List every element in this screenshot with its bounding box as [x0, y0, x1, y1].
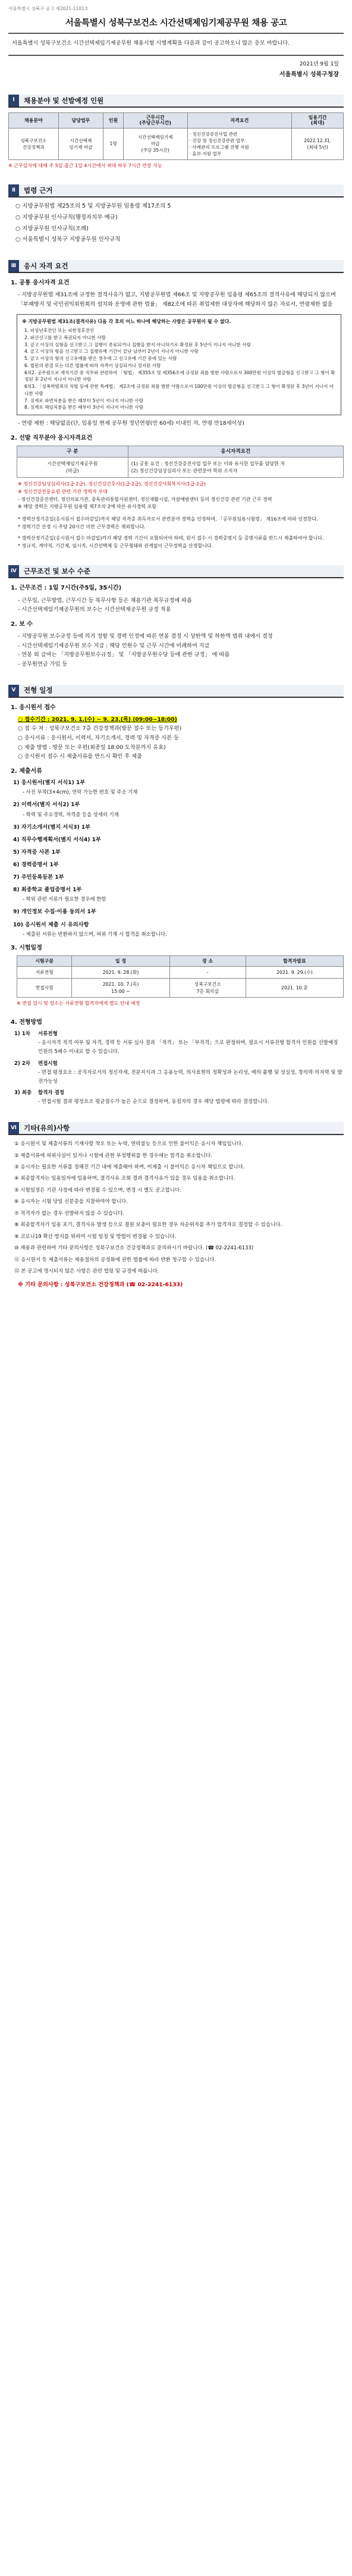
- list-item: 6. 법원의 판결 또는 다른 법률에 따라 자격이 상실되거나 정지된 사람: [24, 362, 161, 368]
- table-cell: 2022.12.31. (최대 5년): [292, 128, 344, 159]
- document-item: [8, 921, 344, 938]
- notice-number: 서울특별시 성북구 공고 제2021-1101호: [8, 6, 89, 11]
- stage-item: [14, 1060, 344, 1086]
- notice-page: [8, 6, 344, 1290]
- note-text: ⑧ 최종합격자가 임용 포기, 결격사유 발생 등으로 결원 보충이 필요한 경우 차순위자를 추가 합격자로 결정할 수 있습니다.: [14, 1222, 282, 1229]
- document-title: 10) 응시원서 제출 시 유의사항: [13, 921, 89, 928]
- note-item: [14, 1209, 344, 1218]
- work-conditions-list: [8, 596, 344, 615]
- document-item: [8, 873, 344, 881]
- note-item: [14, 1233, 344, 1241]
- table-cell: 2021. 9. 28.(화): [72, 967, 169, 979]
- career-notes-2: [8, 535, 344, 550]
- note-text: ③ 응시자는 필요한 서류를 정해진 기간 내에 제출해야 하며, 미제출 시 불이익은 응시자 책임으로 합니다.: [14, 1164, 245, 1171]
- intro-text: 서울특별시 성북구보건소 시간선택제임기제공무원 채용시험 시행계획을 다음과 같이 공고하오니 많은 응모 바랍니다.: [8, 33, 344, 56]
- list-item: 8. 징계로 해임처분을 받은 때부터 3년이 지나지 아니한 사람: [24, 405, 144, 410]
- note-text: ⑪ 응시원서 등 제출서류는 채용절차의 공정화에 관한 법률에 따라 반환 청구할 수 있습니다.: [14, 1256, 216, 1263]
- note-item: [14, 1244, 344, 1252]
- section-heading-notes: [8, 1122, 344, 1135]
- note-text: ④ 최종합격자는 임용일자에 임용하며, 결격사유 조회 결과 결격사유가 있을 경우 임용을 취소합니다.: [14, 1176, 235, 1182]
- list-item: ○ 응시원서 접수 시 제출서류를 반드시 확인 후 제출: [18, 753, 142, 760]
- stage-desc: - 응시자격 적격 여부 및 자격, 경력 등 서류 심사 결과 「적격」 또는 「부적격」으로 판정하며, 필요시 서류전형 합격자 인원을 선발예정 인원의 5배수 이내로 할 수 있습니다.: [38, 1040, 338, 1055]
- document-desc: - 학력 및 주요경력, 자격증 등을 상세히 기재: [23, 811, 119, 817]
- legal-basis-list: [8, 202, 344, 245]
- list-item: ○ 접 수 처 : 성북구보건소 7층 건강정책과(방문 접수 또는 등기우편): [18, 725, 182, 732]
- subsection-title: 1. 공통 응시자격 요건: [11, 280, 70, 287]
- section-heading-eligibility: [8, 260, 344, 273]
- table-note: ※ 근무일자에 대해 주 5일 출근 1일 4시간에서 최대 하루 7시간 연장 가능: [8, 162, 162, 168]
- section-title: 근무조건 및 보수 수준: [19, 565, 344, 577]
- stage-number: 3) 최종: [14, 1090, 32, 1096]
- section-number: Ⅰ: [8, 95, 19, 106]
- subsection-title: 4. 전형방법: [11, 1019, 42, 1026]
- table-cell: 시간선택제 임기제 마급: [58, 128, 103, 159]
- table-cell: (1) 공통 요건 : 정신건강증진사업 업무 또는 이와 유사한 업무를 담당한 자 (2) 정신건강임상심리사 또는 관련분야 학위 소지자: [128, 457, 343, 478]
- document-title: 7) 주민등록등본 1부: [13, 874, 64, 881]
- table-header: 인원: [103, 112, 124, 128]
- document-item: [8, 801, 344, 818]
- section-number: Ⅳ: [8, 565, 19, 577]
- document-title: 3) 자기소개서(별지 서식3) 1부: [13, 823, 91, 831]
- section-heading-conditions: [8, 565, 344, 578]
- list-item: * 정규직, 계약직, 기간제, 임시직, 시간선택제 등 근무형태와 관계없이 근무경력을 산정합니다.: [18, 543, 213, 549]
- table-header: 시험구분: [17, 956, 72, 967]
- table-header: 장 소: [169, 956, 246, 967]
- list-item: 3. 금고 이상의 실형을 선고받고 그 집행이 종료되거나 집행을 받지 아니하기로 확정된 후 5년이 지나지 아니한 사람: [24, 341, 251, 347]
- document-title: 5) 자격증 사본 1부: [13, 848, 61, 855]
- list-item: - 연봉 외 급여는 「지방공무원보수규정」 및 「지방공무원수당 등에 관한 규정」 에 따름: [18, 651, 230, 659]
- recruitment-table: [8, 112, 344, 160]
- note-text: ⑨ 코로나19 확산 방지를 위하여 시험 일정 및 방법이 변경될 수 있습니다.: [14, 1233, 177, 1240]
- subsection-title: 2. 제출서류: [11, 767, 42, 775]
- document-desc: - 사진 부착(3×4cm), 연락 가능한 번호 및 주소 기재: [23, 789, 138, 795]
- section-title: 전형 일정: [19, 685, 344, 697]
- documents-list: [8, 779, 344, 938]
- stage-item: [14, 1089, 344, 1107]
- list-item: - 시간선택제임기제공무원의 보수는 시간선택제공무원 규정 적용: [18, 606, 171, 613]
- document-title: 9) 개인정보 수집·이용 동의서 1부: [13, 908, 96, 916]
- list-item: - 근무일, 근무방법, 근무시간 등 복무사항 등은 채용기관 복무규정에 따름: [18, 597, 192, 604]
- list-item: 4. 금고 이상의 형을 선고받고 그 집행유예 기간이 끝난 날부터 2년이 지나지 아니한 사람: [24, 349, 199, 355]
- stage-desc: - 면접 평정요소 : 공직자로서의 정신자세, 전문지식과 그 응용능력, 의사표현의 정확성과 논리성, 예의·품행 및 성실성, 창의력·의지력 및 발전가능성: [38, 1069, 342, 1085]
- list-item: 2. 파산선고를 받고 복권되지 아니한 사람: [24, 334, 106, 340]
- table-header: 임용기간 (최대): [292, 112, 344, 128]
- salary-list: [8, 632, 344, 669]
- document-item: [8, 779, 344, 796]
- eligibility-common-text: - 지방공무원법 제31조에 규정한 결격사유가 없고, 지방공무원법 제66조 및 지방공무원 임용령 제65조의 결격사유에 해당되지 않으며 「부패방지 및 국민권익위원회의 설치와 운영에 관한 법률」 제82조에 따른 취업제한 대상자에 해당하지 않은 자로서, 연령제한 없음: [18, 292, 336, 308]
- list-item: ○ 서울특별시 성북구 지방공무원 인사규칙: [15, 236, 121, 243]
- section-heading-legal-basis: [8, 184, 344, 198]
- subsection-title: 2. 선발 직무분야 응시자격요건: [11, 434, 93, 441]
- stage-item: [14, 1030, 344, 1057]
- note-text: ② 제출서류에 허위사실이 있거나 시험에 관한 부정행위를 한 경우에는 합격을 취소합니다.: [14, 1152, 212, 1159]
- document-item: [8, 861, 344, 869]
- section-title: 응시 자격 요건: [19, 260, 344, 272]
- preference-note: ※ 정신건강전문요원 관련 기관 경력자 우대: [18, 488, 108, 494]
- stage-number: 1) 1차: [14, 1031, 30, 1038]
- subsection-title: 3. 시험일정: [11, 944, 42, 951]
- list-item: 7. 징계로 파면처분을 받은 때부터 5년이 지나지 아니한 사람: [24, 397, 144, 403]
- document-desc: - 제출된 서류는 반환하지 않으며, 허위 기재 시 합격을 취소합니다.: [23, 930, 167, 937]
- notice-date: 2021년 9월 1일: [299, 61, 339, 67]
- note-text: ⑫ 본 공고에 명시되지 않은 사항은 관련 법령 및 규정에 따릅니다.: [14, 1268, 159, 1274]
- document-item: [8, 823, 344, 831]
- section-number: Ⅵ: [8, 1122, 19, 1134]
- section-number: Ⅱ: [8, 184, 19, 196]
- list-item: 1. 피성년후견인 또는 피한정후견인: [24, 328, 95, 334]
- table-cell: 2021. 10.중: [246, 979, 343, 997]
- document-title: 4) 직무수행계획서(별지 서식4) 1부: [13, 836, 101, 843]
- section-number: Ⅴ: [8, 685, 19, 697]
- document-title: 8) 최종학교 졸업증명서 1부: [13, 886, 82, 894]
- note-item: [14, 1163, 344, 1171]
- stage-title: 합격자 결정: [38, 1090, 65, 1096]
- notes-list: [8, 1140, 344, 1276]
- contact-text: ※ 기타 문의사항 : 성북구보건소 건강정책과 (☎ 02-2241-6133): [18, 1281, 183, 1289]
- note-item: [14, 1267, 344, 1276]
- subsection-title: 1. 응시원서 접수: [11, 704, 56, 711]
- table-cell: 서류전형: [17, 967, 72, 979]
- list-item: ※ 해당 경력은 지방공무원 임용령 제7조의 2에 따른 유사경력 포함: [18, 504, 156, 510]
- stage-body: [38, 1060, 344, 1086]
- note-text: ⑤ 시험일정은 기관 사정에 따라 변경될 수 있으며, 변경 시 별도 공고합니다.: [14, 1187, 181, 1193]
- table-cell: 2021. 10. 7.(목) 15:00 ~: [72, 979, 169, 997]
- section-number: Ⅲ: [8, 260, 19, 272]
- subsection-title: 1. 근무조건 : 1일 7시간(주5일, 35시간): [11, 585, 122, 592]
- section-title: 법령 근거: [19, 184, 344, 196]
- list-item: - 시간선택제임기제공무원 보수 지급 : 해당 인원수 및 근무 시간에 비례하여 지급: [18, 642, 210, 649]
- disqualification-box: [17, 314, 341, 416]
- period-text: ○ 접수기간 : 2021. 9. 1.(수) ~ 9. 23.(목) (09:00~18:00): [18, 716, 177, 723]
- table-cell: 시간선택제임기제공무원 (마급): [17, 457, 128, 478]
- qualification-notes: [8, 496, 344, 512]
- table-header: 채용분야: [9, 112, 59, 128]
- document-item: [8, 886, 344, 903]
- table-row: [17, 979, 344, 997]
- note-text: ⑩ 채용과 관련하여 기타 문의사항은 성북구보건소 건강정책과로 문의하시기 바랍니다. (☎ 02-2241-6133): [14, 1245, 254, 1252]
- stage-number: 2) 2차: [14, 1060, 30, 1067]
- list-item: ○ 지방공무원법 제25조의 5 및 지방공무원 임용령 제17조의 5: [15, 203, 171, 210]
- subsection-title: 2. 보 수: [11, 621, 33, 628]
- table-cell: 면접시험: [17, 979, 72, 997]
- note-item: [14, 1186, 344, 1195]
- section-heading-recruitment: [8, 95, 344, 108]
- box-title: ※ 지방공무원법 제31조(결격사유) 다음 각 호의 어느 하나에 해당하는 사람은 공무원이 될 수 없다.: [22, 318, 231, 324]
- schedule-table: [17, 955, 344, 998]
- qualification-note: ※ 정신건강임상심리사(1급·2급), 정신건강간호사(1급·2급), 정신건강사회복지사(1급·2급): [18, 481, 206, 487]
- stage-title: 면접시험: [38, 1060, 58, 1067]
- section-title: 채용분야 및 선발예정 인원: [19, 95, 344, 106]
- table-header: 합격자발표: [246, 956, 343, 967]
- list-item: * 경력산정기준일(응시원서 접수 마감일)까지 해당 경력 기간이 포함되어야 하며, 원서 접수 시 경력증명서 등 증명서류를 반드시 제출하여야 합니다.: [18, 535, 324, 541]
- schedule-note: ※ 면접 일시 및 장소는 서류전형 합격자에게 별도 안내 예정: [17, 1000, 140, 1006]
- stage-body: [38, 1030, 344, 1057]
- note-item: [14, 1198, 344, 1206]
- list-item: ○ 지방공무원 인사규칙(행정자치부 예규): [15, 214, 118, 221]
- section-title: 기타(유의)사항: [19, 1122, 344, 1134]
- list-item: ○ 지방공무원 인사규칙(조례): [15, 225, 89, 232]
- note-item: [14, 1174, 344, 1183]
- note-text: ⑦ 적격자가 없는 경우 선발하지 않을 수 있습니다.: [14, 1210, 125, 1217]
- table-header: 자격요건: [187, 112, 292, 128]
- stage-title: 서류전형: [38, 1031, 58, 1038]
- table-header: 담당업무: [58, 112, 103, 128]
- note-item: [14, 1256, 344, 1264]
- document-title: 6) 경력증명서 1부: [13, 861, 59, 868]
- list-item: ○ 제출 방법 : 방문 또는 우편(최종일 18:00 도착분까지 유효): [18, 744, 166, 751]
- application-period: [8, 715, 344, 725]
- list-item: ○ 응시서류 : 응시원서, 이력서, 자기소개서, 경력 및 자격증 사본 등: [18, 735, 179, 742]
- table-cell: · 정신건강증진사업 관련 · 건강 및 정신건강관련 업무 · 사례관리 프로그램 진행 지원 · 홍보·지원 업무: [187, 128, 292, 159]
- note-text: ① 응시원서 및 제출서류의 기재사항 착오 또는 누락, 연락불능 등으로 인한 불이익은 응시자 책임입니다.: [14, 1141, 243, 1148]
- document-desc: - 학위 관련 서류가 필요한 경우에 한함: [23, 896, 106, 902]
- page-title: 서울특별시 성북구보건소 시간선택제임기제공무원 채용 공고: [65, 18, 287, 28]
- document-title: 2) 이력서(별지 서식2) 1부: [13, 801, 80, 808]
- table-cell: 성북구보건소 건강정책과: [9, 128, 59, 159]
- table-cell: 시간선택제임기제 마급 (주당 35시간): [123, 128, 187, 159]
- table-header: 구 분: [17, 446, 128, 457]
- career-notes: [8, 516, 344, 531]
- issuing-org: 서울특별시 성북구청장: [279, 71, 339, 78]
- document-item: [8, 908, 344, 916]
- table-cell: 성북구보건소 7층 회의실: [169, 979, 246, 997]
- note-item: [14, 1221, 344, 1229]
- document-title: 1) 응시원서(별지 서식1) 1부: [13, 779, 86, 786]
- table-header: 일 정: [72, 956, 169, 967]
- note-text: ⑥ 응시자는 시험 당일 신분증을 지참하여야 합니다.: [14, 1199, 128, 1205]
- table-cell: 2021. 9. 29.(수): [246, 967, 343, 979]
- list-item: 6의3. 「성폭력범죄의 처벌 등에 관한 특례법」 제2조에 규정된 죄를 범한 사람으로서 100만원 이상의 벌금형을 선고받고 그 형이 확정된 후 3년이 지나지 아니한 사람: [24, 384, 334, 396]
- list-item: 5. 금고 이상의 형의 선고유예를 받은 경우에 그 선고유예 기간 중에 있는 사람: [24, 356, 177, 362]
- stage-desc: - 면접시험 결과 평정요소 평균점수가 높은 순으로 결정하며, 동점자의 경우 해당 법령에 따라 결정합니다.: [38, 1099, 269, 1105]
- document-item: [8, 836, 344, 844]
- table-header: 응시자격요건: [128, 446, 343, 457]
- disqualification-list: [22, 327, 336, 411]
- qualification-table: [17, 446, 344, 478]
- list-item: * 경력기간 산정 시 주당 20시간 미만 근무경력은 제외합니다.: [18, 524, 146, 529]
- table-header: 근무시간 (주당근무시간): [123, 112, 187, 128]
- note-item: [14, 1152, 344, 1160]
- application-list: [8, 724, 344, 761]
- table-cell: 1명: [103, 128, 124, 159]
- table-cell: -: [169, 967, 246, 979]
- list-item: - 지방공무원 보수규정 등에 의거 정함 및 경력 인정에 따른 연봉 결정 시 상한액 및 하한액 범위 내에서 결정: [18, 632, 273, 640]
- age-note: - 연령 제한 : 해당없음(단, 임용일 현재 공무원 정년연령(만 60세) 이내인 자, 연령 만18세이상): [18, 420, 244, 427]
- contact-info: [8, 1280, 344, 1290]
- list-item: 6의2. 공무원으로 재직기간 중 직무와 관련하여 「형법」 제355조 및 제356조에 규정된 죄를 범한 사람으로서 300만원 이상의 벌금형을 선고받고 그 형이 확정된 후 2년이 지나지 아니한 사람: [24, 369, 335, 383]
- list-item: - 공무원연금 가입 등: [18, 660, 68, 667]
- note-item: [14, 1140, 344, 1148]
- document-item: [8, 848, 344, 856]
- selection-stages: [8, 1030, 344, 1107]
- table-row: [17, 967, 344, 979]
- list-item: * 경력산정기준일(응시원서 접수마감일)까지 해당 자격증 취득자로서 관련분야 경력을 인정하며, 「공무원임용시험령」 제16조에 따라 인정한다.: [18, 516, 318, 522]
- stage-body: [38, 1089, 344, 1107]
- section-heading-schedule: [8, 685, 344, 698]
- list-item: - 정신건강증진센터, 정신의료기관, 중독관리통합지원센터, 정신재활시설, 자살예방센터 등의 정신건강 관련 기관 근무 경력: [18, 496, 272, 502]
